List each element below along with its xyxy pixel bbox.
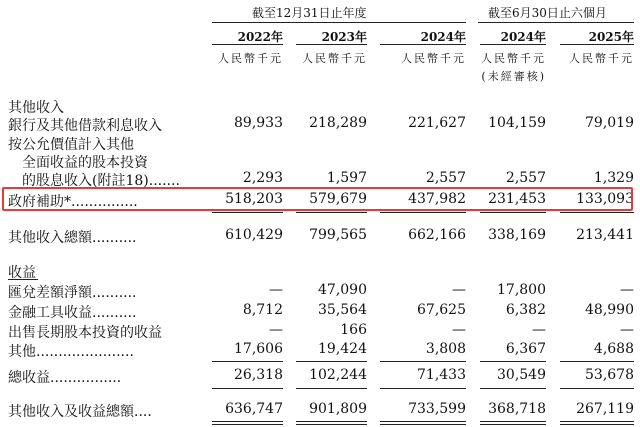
cell: 518,203 (225, 191, 283, 207)
cell: 221,627 (408, 115, 466, 131)
cell: 267,119 (576, 401, 634, 417)
col-note-unaudited: (未經審核) (481, 70, 546, 83)
header-half-group: 截至6月30日止六個月 (488, 6, 607, 20)
cell: 636,747 (225, 401, 283, 417)
total-double-rule (212, 421, 283, 425)
cell: 3,808 (425, 341, 466, 357)
row-label-fvoci-2: 全面收益的股本投資 (22, 155, 148, 171)
total-double-rule (480, 421, 546, 425)
total-double-rule (560, 421, 634, 425)
cell: 35,564 (318, 302, 367, 318)
section-underline (8, 279, 38, 280)
col-rule (212, 44, 283, 45)
cell: 799,565 (309, 227, 367, 243)
section-gains: 收益 (8, 265, 36, 281)
subtotal-rule (480, 361, 546, 362)
cell: 2,557 (505, 170, 546, 186)
col-year-2022: 2022年 (237, 30, 283, 44)
subtotal-rule (296, 212, 367, 213)
cell: 662,166 (408, 227, 466, 243)
subtotal-rule (380, 212, 466, 213)
cell: 48,990 (585, 302, 634, 318)
header-year-rule (212, 22, 466, 23)
row-label-others: 其他...................... (8, 344, 134, 360)
row-label-total-gains: 總收益................ (8, 370, 122, 386)
col-unit: 人民幣千元 (401, 52, 466, 65)
cell: 79,019 (585, 115, 634, 131)
col-rule (560, 44, 634, 45)
cell: 218,289 (309, 115, 367, 131)
highlight-box (2, 187, 633, 211)
cell: 67,625 (417, 302, 466, 318)
row-label-gov-grants: 政府補助*............... (8, 194, 138, 210)
cell: 26,318 (234, 367, 283, 383)
cell: — (452, 322, 466, 338)
cell: — (269, 282, 283, 298)
col-rule (480, 44, 546, 45)
subtotal-rule (212, 212, 283, 213)
total-double-rule (296, 421, 367, 425)
subtotal-rule (380, 361, 466, 362)
cell: 368,718 (488, 401, 546, 417)
cell: 610,429 (225, 227, 283, 243)
cell: 338,169 (488, 227, 546, 243)
cell: — (620, 282, 634, 298)
cell: 733,599 (408, 401, 466, 417)
subtotal-rule (296, 388, 367, 389)
col-unit: 人民幣千元 (302, 52, 367, 65)
col-unit: 人民幣千元 (569, 52, 634, 65)
cell: 17,606 (234, 341, 283, 357)
row-label-total-other-income: 其他收入總額.......... (8, 230, 137, 246)
cell: 47,090 (318, 282, 367, 298)
cell: 53,678 (585, 367, 634, 383)
cell: 901,809 (309, 401, 367, 417)
row-label-fin-instruments: 金融工具收益.......... (8, 305, 137, 321)
cell: — (452, 282, 466, 298)
cell: — (532, 322, 546, 338)
cell: 30,549 (497, 367, 546, 383)
header-year-group: 截至12月31日止年度 (252, 6, 367, 20)
subtotal-rule (560, 361, 634, 362)
cell: 1,597 (326, 170, 367, 186)
cell: 579,679 (309, 191, 367, 207)
row-label-fvoci-1: 按公允價值計入其他 (8, 137, 134, 153)
subtotal-rule (296, 361, 367, 362)
subtotal-rule (212, 361, 283, 362)
col-rule (380, 44, 466, 45)
cell: 2,557 (425, 170, 466, 186)
cell: 1,329 (593, 170, 634, 186)
cell: 166 (340, 322, 367, 338)
col-year-2023: 2023年 (321, 30, 367, 44)
cell: 6,382 (505, 302, 546, 318)
cell: 213,441 (576, 227, 634, 243)
col-unit: 人民幣千元 (481, 52, 546, 65)
row-label-fx-net: 匯兌差額淨額.......... (8, 285, 137, 301)
subtotal-rule (212, 388, 283, 389)
cell: 2,293 (242, 170, 283, 186)
cell: 104,159 (488, 115, 546, 131)
col-rule (296, 44, 367, 45)
col-unit: 人民幣千元 (218, 52, 283, 65)
cell: 17,800 (497, 282, 546, 298)
cell: 231,453 (488, 191, 546, 207)
subtotal-rule (480, 212, 546, 213)
section-other-income: 其他收入 (8, 100, 64, 116)
cell: — (620, 322, 634, 338)
total-double-rule (380, 421, 466, 425)
col-year-2024h: 2024年 (500, 30, 546, 44)
subtotal-rule (380, 388, 466, 389)
row-label-bank-interest: 銀行及其他借款利息收入 (8, 118, 162, 134)
row-label-lt-equity-sale: 出售長期股本投資的收益 (8, 325, 162, 341)
row-label-dividend: 的股息收入(附註18)....... (22, 173, 180, 189)
cell: — (269, 322, 283, 338)
cell: 133,093 (576, 191, 634, 207)
cell: 71,433 (417, 367, 466, 383)
subtotal-rule (560, 388, 634, 389)
col-year-2025h: 2025年 (588, 30, 634, 44)
cell: 4,688 (593, 341, 634, 357)
cell: 6,367 (505, 341, 546, 357)
cell: 89,933 (234, 115, 283, 131)
subtotal-rule (560, 212, 634, 213)
cell: 8,712 (242, 302, 283, 318)
row-label-grand-total: 其他收入及收益總額.... (8, 404, 152, 420)
cell: 102,244 (309, 367, 367, 383)
cell: 437,982 (408, 191, 466, 207)
col-year-2024: 2024年 (420, 30, 466, 44)
subtotal-rule (480, 388, 546, 389)
cell: 19,424 (318, 341, 367, 357)
header-half-rule (478, 22, 634, 23)
